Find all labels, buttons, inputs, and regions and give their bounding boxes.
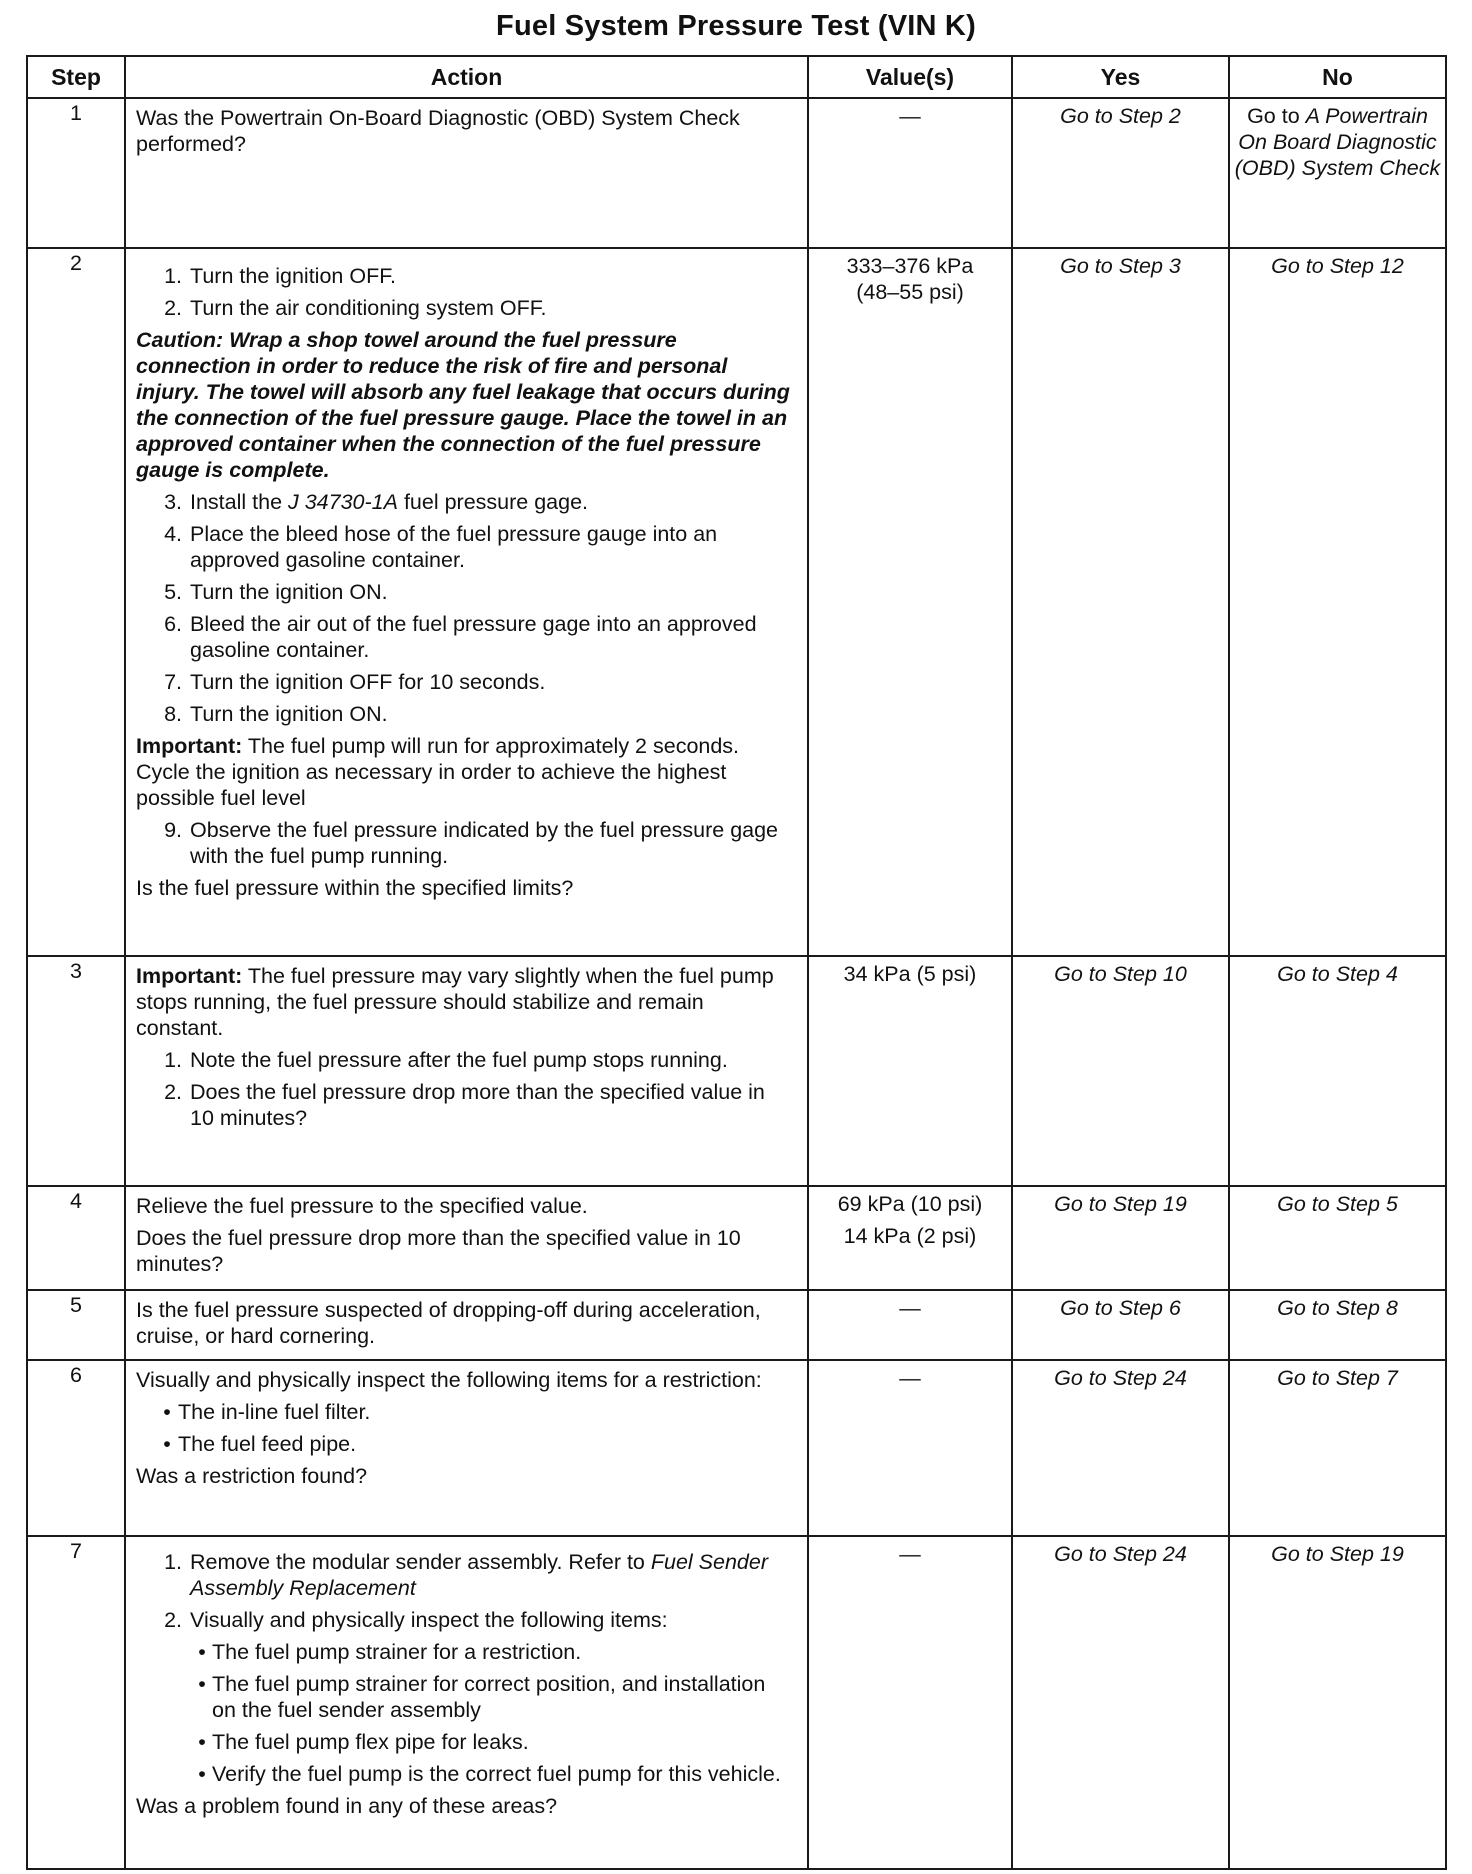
- action-cell: [125, 1360, 808, 1536]
- table-row-step-1: [27, 98, 1446, 248]
- item-number: 6.: [164, 612, 182, 636]
- value-cell: —: [808, 98, 1012, 248]
- table-row-step-7: [27, 1536, 1446, 1869]
- bullet-dot: •: [198, 1762, 206, 1786]
- item-text: The fuel pump strainer for a restriction.: [212, 1640, 582, 1664]
- important-note: [136, 963, 793, 1041]
- item-text: Visually and physically inspect the following items:: [190, 1608, 668, 1632]
- item-text: The fuel pump flex pipe for leaks.: [212, 1730, 529, 1754]
- item-text: Turn the ignition OFF for 10 seconds.: [190, 670, 546, 694]
- table-header-row: [27, 56, 1446, 98]
- action-cell: [125, 98, 808, 248]
- step-number: 4: [27, 1186, 125, 1290]
- numbered-item: [154, 489, 793, 515]
- header-yes: Yes: [1012, 56, 1229, 98]
- item-text: Turn the ignition OFF.: [190, 264, 396, 288]
- yes-cell: Go to Step 24: [1012, 1536, 1229, 1869]
- yes-cell: Go to Step 10: [1012, 956, 1229, 1186]
- bullet-dot: •: [198, 1640, 206, 1664]
- value-line: 14 kPa (2 psi): [843, 1224, 977, 1248]
- item-text: Observe the fuel pressure indicated by the fuel pressure gage with the fuel pump running.: [190, 818, 779, 868]
- header-no: No: [1229, 56, 1446, 98]
- item-text: Turn the ignition ON.: [190, 702, 388, 726]
- action-line: Does the fuel pressure drop more than the specified value in 10 minutes?: [136, 1226, 741, 1276]
- value-cell: —: [808, 1360, 1012, 1536]
- item-text: Turn the ignition ON.: [190, 580, 388, 604]
- numbered-item: [154, 701, 793, 727]
- page-title: Fuel System Pressure Test (VIN K): [496, 10, 976, 42]
- item-number: 1.: [164, 1048, 182, 1072]
- bullet-dot: •: [163, 1432, 171, 1456]
- table-row-step-2: [27, 248, 1446, 956]
- action-question: Was a problem found in any of these areas?: [136, 1794, 558, 1818]
- no-prefix: Go to: [1247, 104, 1306, 128]
- action-text: Was the Powertrain On-Board Diagnostic (OBD) System Check performed?: [136, 106, 740, 156]
- item-number: 5.: [164, 580, 182, 604]
- no-cell: Go to Step 12: [1229, 248, 1446, 956]
- numbered-item: [154, 1607, 793, 1633]
- step-number: 3: [27, 956, 125, 1186]
- numbered-item: [154, 579, 793, 605]
- value-cell: [808, 248, 1012, 956]
- no-cell: Go to Step 19: [1229, 1536, 1446, 1869]
- important-label: Important:: [136, 734, 243, 758]
- action-question: Is the fuel pressure within the specified limits?: [136, 876, 574, 900]
- important-label: Important:: [136, 964, 243, 988]
- no-cell: Go to Step 8: [1229, 1290, 1446, 1360]
- item-number: 2.: [164, 1080, 182, 1104]
- action-cell: [125, 248, 808, 956]
- yes-cell: Go to Step 24: [1012, 1360, 1229, 1536]
- item-text: [190, 489, 793, 515]
- step-number: 6: [27, 1360, 125, 1536]
- item-number: 9.: [164, 818, 182, 842]
- tool-reference: J 34730-1A: [288, 490, 398, 514]
- table-row-step-6: [27, 1360, 1446, 1536]
- item-number: 2.: [164, 296, 182, 320]
- value-cell: —: [808, 1290, 1012, 1360]
- step-number: 2: [27, 248, 125, 956]
- bullet-item: [192, 1761, 793, 1787]
- numbered-item: [154, 1079, 793, 1131]
- no-reference: A Powertrain On Board Diagnostic (OBD) System Check: [1234, 104, 1441, 180]
- header-values: Value(s): [808, 56, 1012, 98]
- item-text: Does the fuel pressure drop more than the specified value in 10 minutes?: [190, 1080, 765, 1130]
- item-number: 1.: [164, 1550, 182, 1574]
- numbered-item: [154, 295, 793, 321]
- step-number: 7: [27, 1536, 125, 1869]
- value-line: (48–55 psi): [856, 280, 964, 304]
- no-cell: Go to Step 7: [1229, 1360, 1446, 1536]
- action-line: Relieve the fuel pressure to the specified value.: [136, 1194, 588, 1218]
- item-text: The in-line fuel filter.: [178, 1400, 371, 1424]
- step-number: 5: [27, 1290, 125, 1360]
- item-text: Note the fuel pressure after the fuel pump stops running.: [190, 1048, 728, 1072]
- item-text: Bleed the air out of the fuel pressure gage into an approved gasoline container.: [190, 612, 757, 662]
- header-step: Step: [27, 56, 125, 98]
- value-cell: —: [808, 1536, 1012, 1869]
- important-note: [136, 733, 793, 811]
- item-number: 2.: [164, 1608, 182, 1632]
- bullet-dot: •: [198, 1730, 206, 1754]
- numbered-item: [154, 521, 793, 573]
- item-text-pre: Remove the modular sender assembly. Refer to: [190, 1550, 651, 1574]
- bullet-item: [192, 1671, 793, 1723]
- header-action: Action: [125, 56, 808, 98]
- bullet-item: [192, 1729, 793, 1755]
- table-row-step-4: [27, 1186, 1446, 1290]
- bullet-dot: •: [163, 1400, 171, 1424]
- value-line: 69 kPa (10 psi): [837, 1192, 983, 1216]
- value-cell: 34 kPa (5 psi): [808, 956, 1012, 1186]
- important-text: The fuel pump will run for approximately 2 seconds. Cycle the ignition as necessary in order to achieve the highest possible fuel level: [136, 734, 740, 810]
- item-text: Verify the fuel pump is the correct fuel pump for this vehicle.: [212, 1762, 781, 1786]
- item-text-post: fuel pressure gage.: [397, 490, 589, 514]
- action-text: Is the fuel pressure suspected of dropping-off during acceleration, cruise, or hard cornering.: [136, 1298, 761, 1348]
- bullet-item: [156, 1431, 793, 1457]
- item-text-pre: Install the: [190, 490, 288, 514]
- yes-cell: Go to Step 6: [1012, 1290, 1229, 1360]
- bullet-item: [192, 1639, 793, 1665]
- no-cell: Go to Step 5: [1229, 1186, 1446, 1290]
- yes-cell: Go to Step 2: [1012, 98, 1229, 248]
- item-number: 4.: [164, 522, 182, 546]
- value-line: 333–376 kPa: [846, 254, 974, 278]
- numbered-item: [154, 817, 793, 869]
- numbered-item: [154, 1047, 793, 1073]
- numbered-item: [154, 263, 793, 289]
- procedure-reference: Fuel Sender Assembly Replacement: [190, 1550, 769, 1600]
- value-cell: [808, 1186, 1012, 1290]
- action-question: Was a restriction found?: [136, 1464, 368, 1488]
- numbered-item: [154, 611, 793, 663]
- numbered-item: [154, 1549, 793, 1601]
- yes-cell: Go to Step 3: [1012, 248, 1229, 956]
- item-text: Turn the air conditioning system OFF.: [190, 296, 547, 320]
- item-number: 7.: [164, 670, 182, 694]
- numbered-item: [154, 669, 793, 695]
- item-text: [190, 1549, 793, 1601]
- bullet-item: [156, 1399, 793, 1425]
- item-text: The fuel pump strainer for correct position, and installation on the fuel sender assembly: [212, 1672, 766, 1722]
- step-number: 1: [27, 98, 125, 248]
- item-text: Place the bleed hose of the fuel pressure gauge into an approved gasoline container.: [190, 522, 718, 572]
- action-intro: Visually and physically inspect the following items for a restriction:: [136, 1368, 762, 1392]
- item-number: 8.: [164, 702, 182, 726]
- table-row-step-3: [27, 956, 1446, 1186]
- item-text: The fuel feed pipe.: [178, 1432, 357, 1456]
- action-cell: [125, 1536, 808, 1869]
- yes-cell: Go to Step 19: [1012, 1186, 1229, 1290]
- diagnostic-table: [26, 55, 1447, 1870]
- bullet-dot: •: [198, 1672, 206, 1696]
- action-cell: [125, 956, 808, 1186]
- no-cell: [1229, 98, 1446, 248]
- caution-note: Caution: Wrap a shop towel around the fuel pressure connection in order to reduce the risk of fire and personal injury. The towel will absorb any fuel leakage that occurs during the connection of the fuel pressure gauge. Place the towel in an approved container when the connection of the fuel pressure gauge is complete.: [136, 328, 790, 482]
- table-row-step-5: [27, 1290, 1446, 1360]
- no-cell: Go to Step 4: [1229, 956, 1446, 1186]
- important-text: The fuel pressure may vary slightly when the fuel pump stops running, the fuel pressure should stabilize and remain constant.: [136, 964, 774, 1040]
- item-number: 3.: [164, 490, 182, 514]
- item-number: 1.: [164, 264, 182, 288]
- action-cell: [125, 1186, 808, 1290]
- action-cell: [125, 1290, 808, 1360]
